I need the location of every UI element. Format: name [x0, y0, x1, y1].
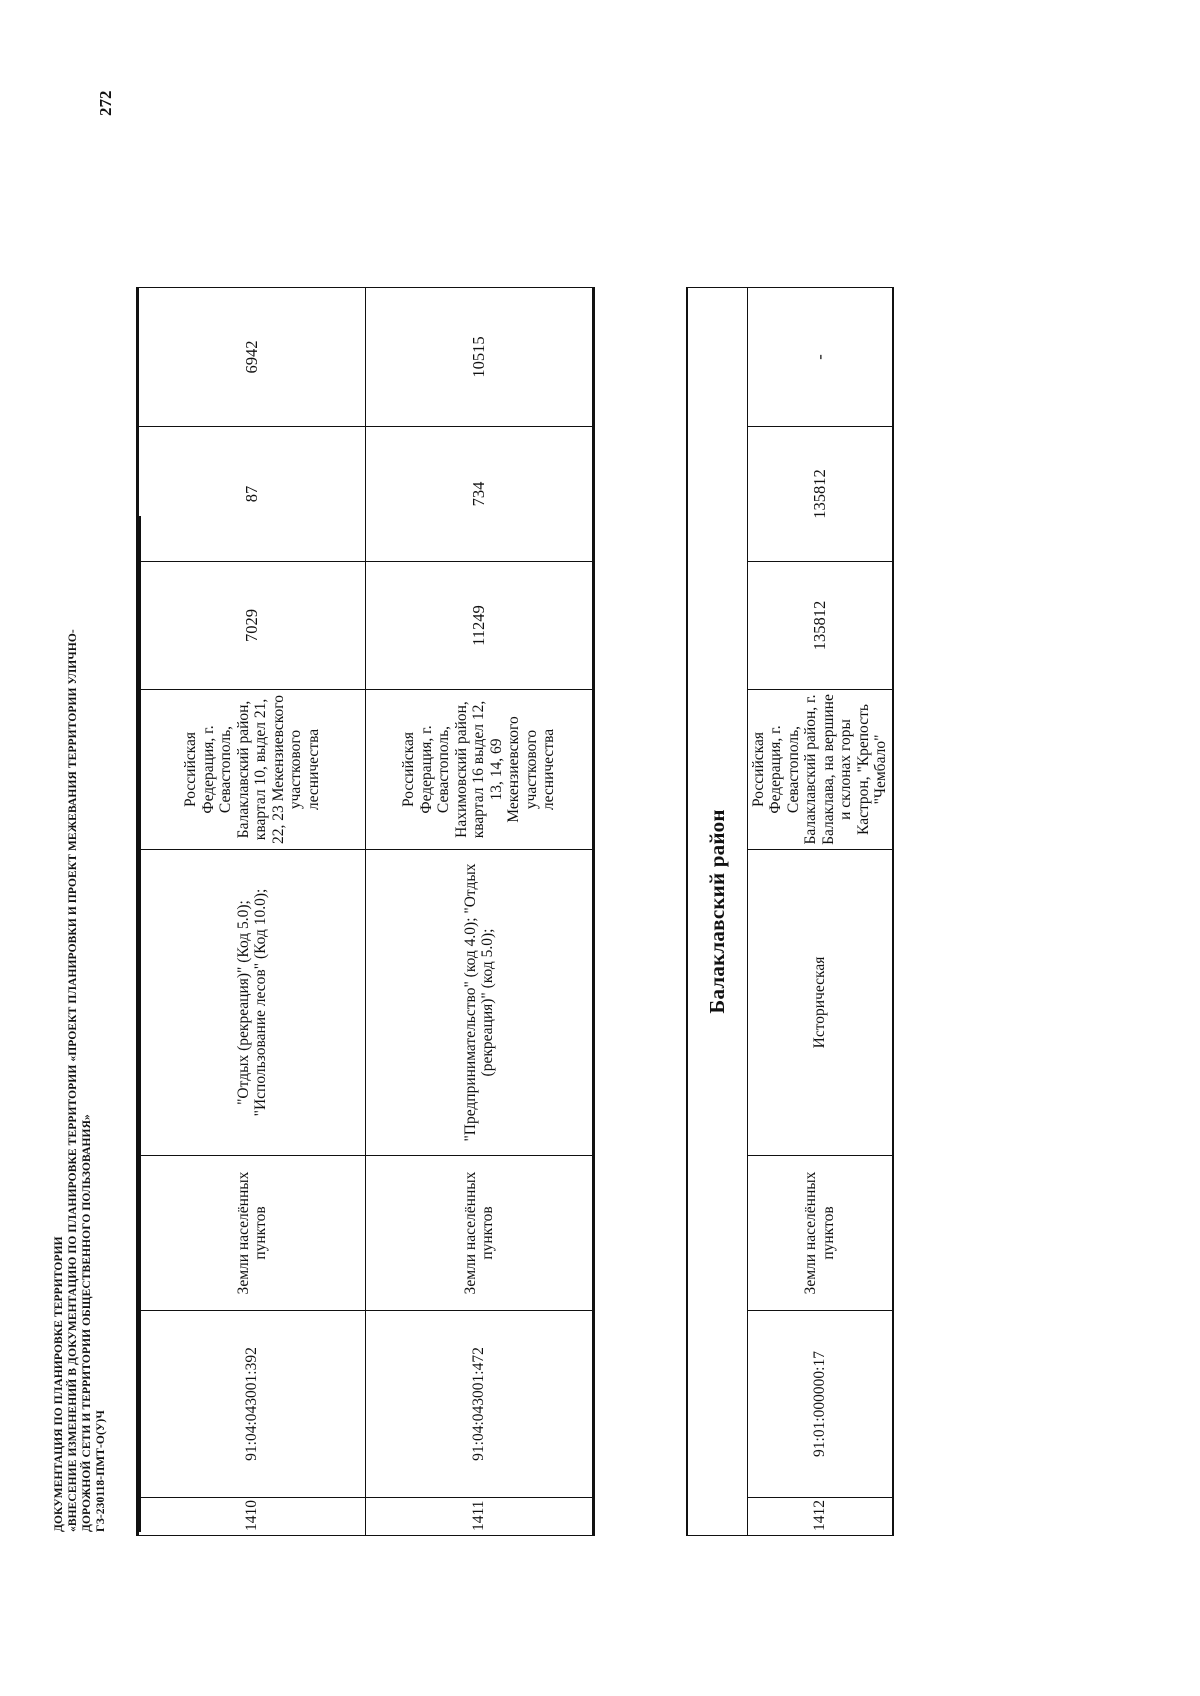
table-row [747, 287, 893, 1535]
header-line: ГЗ-230118-ПМТ-О(У)Ч [95, 1410, 107, 1532]
header-line: «ВНЕСЕНИЕ ИЗМЕНЕНИЙ В ДОКУМЕНТАЦИЮ ПО ПЛАНИРОВКЕ ТЕРРИТОРИИ «ПРОЕКТ ПЛАНИРОВКИ И ПРОЕКТ МЕЖЕВАНИЯ ТЕРРИТОРИИ УЛИЧНО- [67, 629, 79, 1532]
permitted-use: "Предпринимательство" (код 4.0); "Отдых (рекреация)" (код 5.0); [366, 850, 594, 1156]
total-area: 135812 [747, 562, 893, 690]
land-plots-table [136, 287, 595, 1536]
document-header [52, 132, 108, 1532]
total-area: 11249 [366, 562, 594, 690]
page-number: 272 [96, 90, 115, 116]
affected-area: 734 [366, 427, 594, 562]
row-number: 1411 [366, 1498, 594, 1536]
land-category: Земли населённых пунктов [747, 1156, 893, 1311]
affected-area: 87 [138, 427, 366, 562]
district-title: Балаклавский район [687, 287, 747, 1535]
row-number: 1412 [747, 1498, 893, 1536]
row-number: 1410 [138, 1498, 366, 1536]
land-category: Земли населённых пунктов [138, 1156, 366, 1311]
cadastral-number: 91:04:043001:392 [138, 1311, 366, 1498]
affected-area: 135812 [747, 427, 893, 562]
district-row [687, 287, 747, 1535]
header-line: ДОКУМЕНТАЦИЯ ПО ПЛАНИРОВКЕ ТЕРРИТОРИИ [53, 1236, 65, 1532]
plot-location: Российская Федерация, г. Севастополь, Нахимовский район, квартал 16 выдел 12, 13, 14, 69 Мекензиевского участкового лесничества [366, 690, 594, 850]
table-row [138, 288, 366, 1536]
plot-location: Российская Федерация, г. Севастополь, Балаклавский район, квартал 10, выдел 21, 22, 23 Мекензиевского участкового лесничества [138, 690, 366, 850]
permitted-use: Историческая [747, 850, 893, 1156]
land-category: Земли населённых пунктов [366, 1156, 594, 1311]
remaining-area: 10515 [366, 288, 594, 427]
header-line: ДОРОЖНОЙ СЕТИ И ТЕРРИТОРИИ ОБЩЕСТВЕННОГО ПОЛЬЗОВАНИЯ» [81, 1114, 93, 1532]
cadastral-number: 91:04:043001:472 [366, 1311, 594, 1498]
remaining-area: - [747, 287, 893, 426]
plot-location: Российская Федерация, г. Севастополь, Балаклавский район, г. Балаклава, на вершине и склонах горы Кастрон, "Крепость "Чембало" [747, 690, 893, 850]
cadastral-number: 91:01:000000:17 [747, 1311, 893, 1498]
total-area: 7029 [138, 562, 366, 690]
permitted-use: "Отдых (рекреация)" (Код 5.0); "Использование лесов" (Код 10.0); [138, 850, 366, 1156]
table-row [366, 288, 594, 1536]
remaining-area: 6942 [138, 288, 366, 427]
district-table [686, 287, 894, 1536]
